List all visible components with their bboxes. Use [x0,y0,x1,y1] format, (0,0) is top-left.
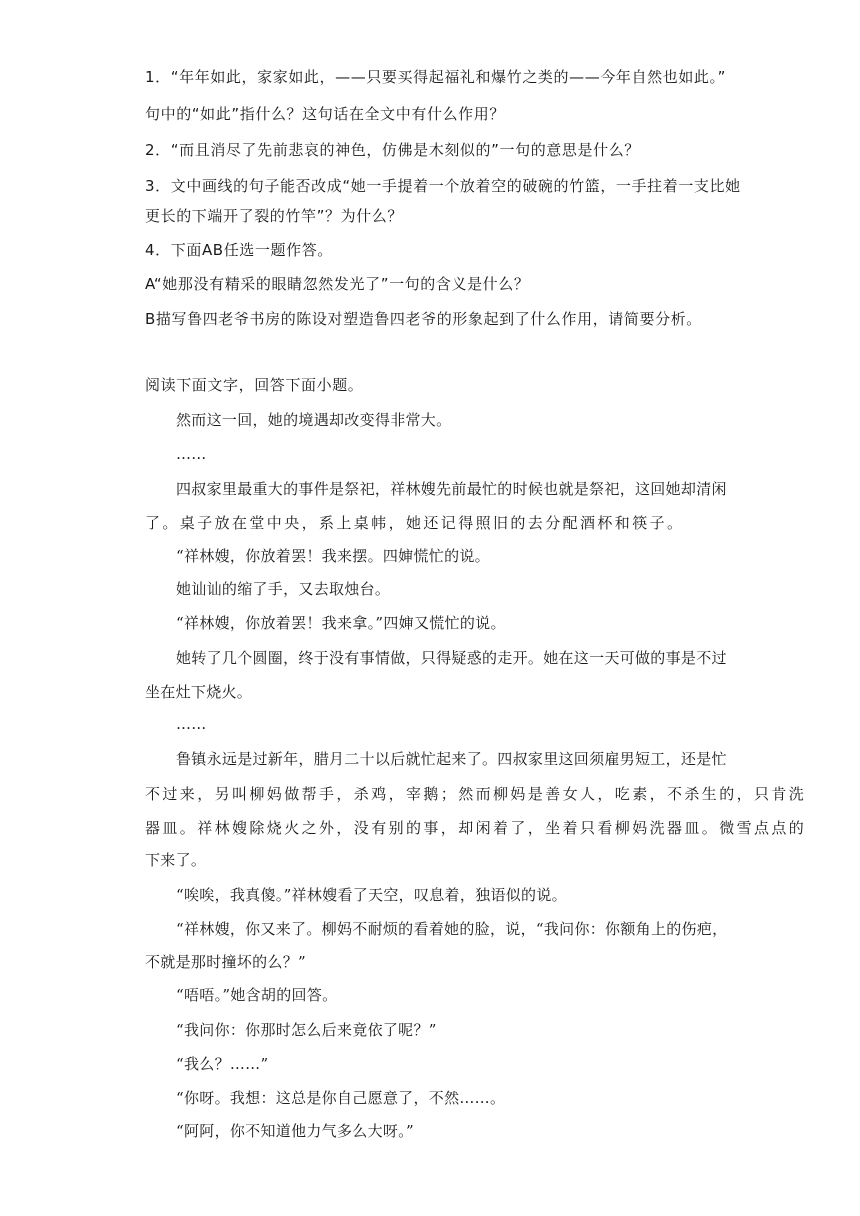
question-4-option-a: A“她那没有精采的眼睛忽然发光了”一句的含义是什么？ [145,275,530,293]
passage-line: “你呀。我想：这总是你自己愿意了，不然……。 [176,1089,506,1107]
question-4-option-b: B描写鲁四老爷书房的陈设对塑造鲁四老爷的形象起到了什么作用，请简要分析。 [145,310,702,328]
passage-line: 她转了几个圆圈，终于没有事情做，只得疑惑的走开。她在这一天可做的事是不过 [176,649,727,667]
reading-prompt: 阅读下面文字，回答下面小题。 [145,376,364,394]
passage-line: 下来了。 [145,851,207,869]
passage-ellipsis: …… [176,445,207,463]
question-4: 4．下面AB任选一题作答。 [145,241,333,259]
passage-line: “祥林嫂，你又来了。柳妈不耐烦的看着她的脸，说，“我问你：你额角上的伤疤， [176,920,728,938]
passage-ellipsis: …… [176,715,207,733]
passage-line: 器皿。祥林嫂除烧火之外，没有别的事，却闲着了，坐着只看柳妈洗器皿。微雪点点的 [145,819,807,837]
passage-line: “祥林嫂，你放着罢！我来摆。四婶慌忙的说。 [176,547,490,565]
passage-line: “我问你：你那时怎么后来竟依了呢？” [176,1021,437,1039]
passage-line: 坐在灶下烧火。 [145,683,253,701]
passage-line: 了。桌子放在堂中央，系上桌帏，她还记得照旧的去分配酒杯和筷子。 [145,514,685,532]
passage-line: 鲁镇永远是过新年，腊月二十以后就忙起来了。四叔家里这回须雇男短工，还是忙 [176,750,727,768]
passage-line: 四叔家里最重大的事件是祭祀，祥林嫂先前最忙的时候也就是祭祀，这回她却清闲 [176,480,727,498]
passage-line: 她讪讪的缩了手，又去取烛台。 [176,580,391,598]
question-1-line-2: 句中的“如此”指什么？这句话在全文中有什么作用？ [145,105,505,123]
question-3-line-1: 3．文中画线的句子能否改成“她一手提着一个放着空的破碗的竹篮，一手拄着一支比她 [145,177,741,195]
passage-line: 然而这一回，她的境遇却改变得非常大。 [176,411,452,429]
question-1-line-1: 1．“年年如此，家家如此，——只要买得起福礼和爆竹之类的——今年自然也如此。” [145,68,726,86]
passage-line: “唔唔。”她含胡的回答。 [176,986,338,1004]
passage-line: “阿阿，你不知道他力气多么大呀。” [176,1122,414,1140]
passage-line: “唉唉，我真傻。”祥林嫂看了天空，叹息着，独语似的说。 [176,886,567,904]
passage-line: “祥林嫂，你放着罢！我来拿。”四婶又慌忙的说。 [176,614,506,632]
question-3-line-2: 更长的下端开了裂的竹竿”？为什么？ [145,207,403,225]
passage-line: 不过来，另叫柳妈做帮手，杀鸡，宰鹅；然而柳妈是善女人，吃素，不杀生的，只肯洗 [145,785,807,803]
passage-line: 不就是那时撞坏的么？” [145,953,306,971]
passage-line: “我么？……” [176,1055,269,1073]
question-2: 2．“而且消尽了先前悲哀的神色，仿佛是木刻似的”一句的意思是什么？ [145,141,640,159]
